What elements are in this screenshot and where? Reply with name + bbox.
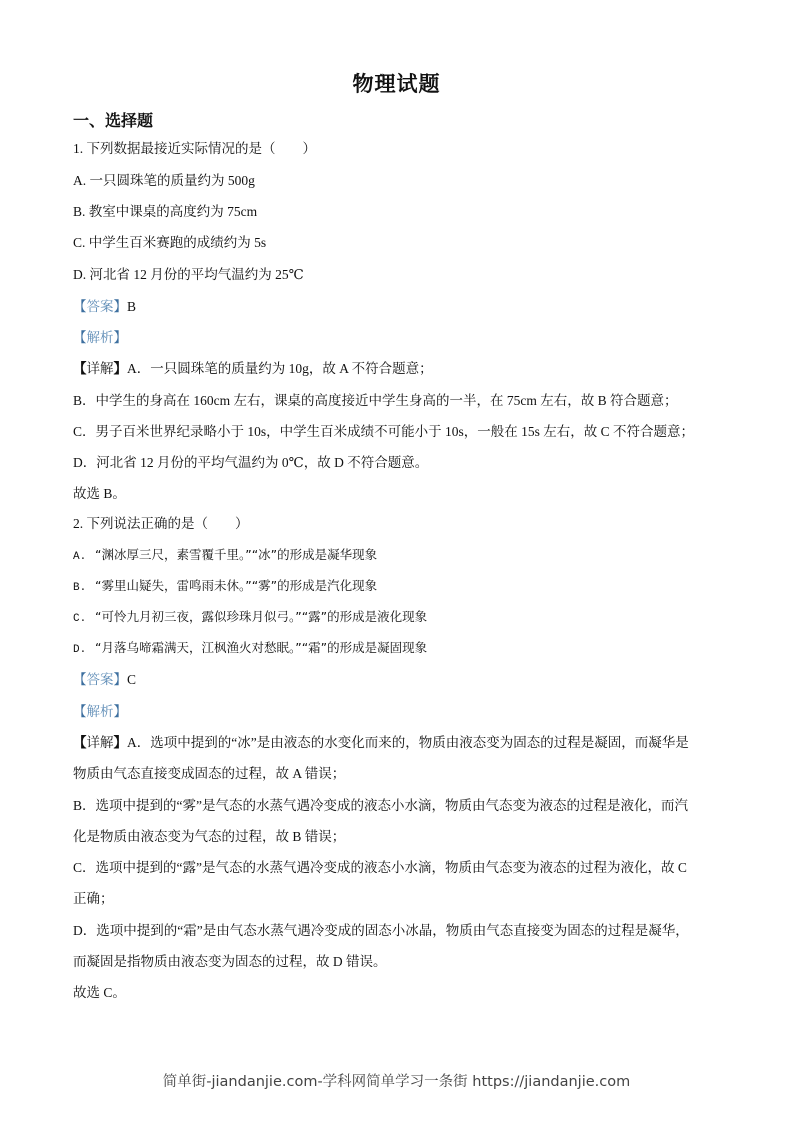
q2-detail-5: 正确； — [73, 891, 114, 906]
q2-analysis-tag: 【解析】 — [73, 704, 127, 719]
q1-option-c: C. 中学生百米赛跑的成绩约为 5s — [73, 235, 267, 250]
q1-detail-3: D．河北省 12 月份的平均气温约为 0℃，故 D 不符合题意。 — [73, 455, 429, 470]
q2-stem: 2. 下列说法正确的是（ ） — [73, 516, 249, 531]
answer-value: C — [127, 672, 137, 687]
q1-detail-2: C．男子百米世界纪录略小于 10s，中学生百米成绩不可能小于 10s，一般在 15s 左右，故 C 不符合题意； — [73, 424, 695, 439]
q1-option-a: A. 一只圆珠笔的质量约为 500g — [73, 173, 255, 188]
q1-analysis-tag: 【解析】 — [73, 330, 127, 345]
detail-tag: 【详解】 — [73, 361, 127, 376]
q2-option-b: B. “雾里山疑失，雷鸣雨未休。”“雾”的形成是汽化现象 — [73, 578, 378, 594]
q2-detail-0: 【详解】A．选项中提到的“冰”是由液态的水变化而来的，物质由液态变为固态的过程是凝固，而凝华是 — [73, 735, 689, 750]
q1-detail-1: B．中学生的身高在 160cm 左右，课桌的高度接近中学生身高的一半，在 75cm 左右，故 B 符合题意； — [73, 393, 678, 408]
q1-answer — [73, 298, 136, 316]
q2-answer — [73, 671, 136, 689]
detail-tag: 【详解】 — [73, 735, 127, 750]
section-heading: 一、选择题 — [73, 111, 154, 130]
q2-detail-2: B．选项中提到的“雾”是气态的水蒸气遇冷变成的液态小水滴，物质由气态变为液态的过程是液化，而汽 — [73, 798, 688, 813]
q1-option-d: D. 河北省 12 月份的平均气温约为 25℃ — [73, 267, 304, 282]
q1-option-b: B. 教室中课桌的高度约为 75cm — [73, 204, 258, 219]
q2-detail-6: D．选项中提到的“霜”是由气态水蒸气遇冷变成的固态小冰晶，物质由气态直接变为固态的过程是凝华， — [73, 923, 689, 938]
q2-detail-1: 物质由气态直接变成固态的过程，故 A 错误； — [73, 766, 346, 781]
q2-detail-7: 而凝固是指物质由液态变为固态的过程，故 D 错误。 — [73, 954, 387, 969]
answer-tag: 【答案】 — [73, 299, 127, 314]
answer-tag: 【答案】 — [73, 672, 127, 687]
answer-value: B — [127, 299, 137, 314]
page-title: 物理试题 — [352, 72, 441, 96]
q2-option-d: D. “月落乌啼霜满天，江枫渔火对愁眠。”“霜”的形成是凝固现象 — [73, 640, 428, 656]
q1-detail-0: 【详解】A．一只圆珠笔的质量约为 10g，故 A 不符合题意； — [73, 361, 433, 376]
footer-watermark: 简单街-jiandanjie.com-学科网简单学习一条街 https://jiandanjie.com — [162, 1074, 631, 1090]
q1-conclusion: 故选 B。 — [73, 486, 126, 501]
q2-conclusion: 故选 C。 — [73, 985, 126, 1000]
q2-option-a: A. “渊冰厚三尺，素雪覆千里。”“冰”的形成是凝华现象 — [73, 547, 378, 563]
q1-stem: 1. 下列数据最接近实际情况的是（ ） — [73, 141, 316, 156]
q2-option-c: C. “可怜九月初三夜，露似珍珠月似弓。”“露”的形成是液化现象 — [73, 609, 428, 625]
q2-detail-3: 化是物质由液态变为气态的过程，故 B 错误； — [73, 829, 346, 844]
q2-detail-4: C．选项中提到的“露”是气态的水蒸气遇冷变成的液态小水滴，物质由气态变为液态的过程为液化，故 C — [73, 860, 687, 875]
